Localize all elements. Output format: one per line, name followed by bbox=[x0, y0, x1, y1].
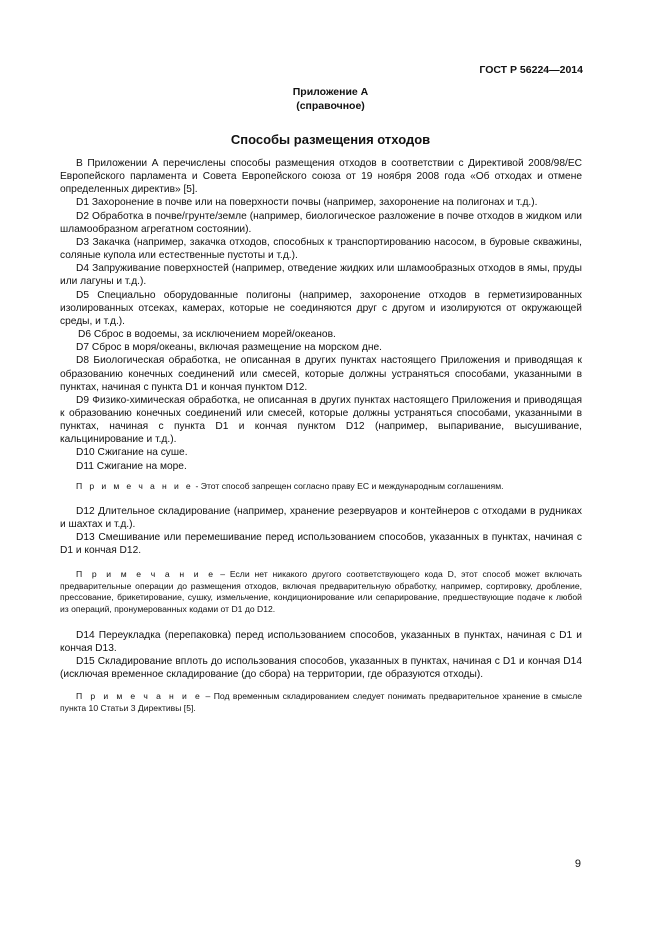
item-d11: D11 Сжигание на море. bbox=[76, 460, 187, 472]
item-d12: D12 Длительное складирование (например, хранение резервуаров и контейнеров с отходами в рудниках и шахтах и т.д.). bbox=[60, 506, 582, 531]
item-d7: D7 Сброс в моря/океаны, включая размещение на морском дне. bbox=[76, 342, 382, 354]
item-d3: D3 Закачка (например, закачка отходов, способных к транспортированию насосом, в буровые скважины, соляные купола или естественные пустоты и т.д.). bbox=[60, 236, 582, 262]
page-number: 9 bbox=[574, 858, 581, 870]
note-text: - Этот способ запрещен согласно праву ЕС и международным соглашениям. bbox=[193, 481, 504, 491]
item-d8: D8 Биологическая обработка, не описанная в других пунктах настоящего Приложения и приводящая к образованию конечных соединений или смесей, которые должны устраняться способами, указанными в пунктах, начиная с пункта D1 и кончая пунктом D12. bbox=[60, 355, 582, 393]
item-d13: D13 Смешивание или перемешивание перед использованием способов, указанных в пунктах, начиная с D1 и кончая D12. bbox=[60, 532, 582, 557]
item-d6: D6 Сброс в водоемы, за исключением морей/океанов. bbox=[78, 329, 336, 341]
note-label: П р и м е ч а н и е bbox=[76, 691, 203, 701]
item-d5: D5 Специально оборудованные полигоны (например, захоронение отходов в герметизированных изолированных отсеках, камерах, которые не соединяются друг с другом и изолируются от окружающей среды, и т.д.). bbox=[60, 289, 582, 327]
item-d9: D9 Физико-химическая обработка, не описанная в других пунктах настоящего Приложения и приводящая к образованию конечных соединений или смесей, которые должны устраняться способами, указанными в пунктах, начиная с пункта D1 и кончая пунктом D12 (например, выпаривание, высушивание, кальцинирование и т.д.). bbox=[60, 394, 582, 446]
note-3 bbox=[60, 691, 582, 714]
note-label: П р и м е ч а н и е bbox=[76, 569, 216, 579]
item-d1: D1 Захоронение в почве или на поверхности почвы (например, захоронение на полигонах и т.д.). bbox=[76, 197, 538, 209]
item-d10: D10 Сжигание на суше. bbox=[76, 447, 188, 459]
body-section-2 bbox=[60, 505, 582, 558]
intro-paragraph: В Приложении А перечислены способы размещения отходов в соответствии с Директивой 2008/98/ЕС Европейского парламента и Совета Европейского союза от 19 ноября 2008 года «Об отходах и отмене определенных директив» [5]. bbox=[60, 158, 582, 196]
item-d4: D4 Запруживание поверхностей (например, отведение жидких или шламообразных отходов в ямы, пруды или лагуны и т.д.). bbox=[60, 263, 582, 288]
note-1 bbox=[60, 481, 582, 493]
standard-number: ГОСТ Р 56224—2014 bbox=[479, 64, 583, 76]
page-title: Способы размещения отходов bbox=[230, 132, 431, 147]
note-label: П р и м е ч а н и е bbox=[76, 481, 194, 491]
note-2 bbox=[60, 569, 582, 615]
body-section-3 bbox=[60, 629, 582, 682]
note-text: – Под временным складированием следует понимать предварительное хранение в смысле пункта 10 Статьи 3 Директивы [5]. bbox=[60, 691, 582, 713]
appendix-heading bbox=[0, 85, 661, 113]
item-d15: D15 Складирование вплоть до использования способов, указанных в пунктах, начиная с D1 и кончая D14 (исключая временное складирование (до сбора) на территории, где образуются отходы). bbox=[60, 656, 582, 681]
note-text: – Если нет никакого другого соответствующего кода D, этот способ может включать предварительные операции до размещения отходов, включая предварительную обработку, например, сортировку, дробление, прессование, брикетирование, сушку, измельчение, кондиционирование или сепарирование, предшествующие подаче к любой из операций, пронумерованных кодами от D1 до D12. bbox=[60, 569, 582, 614]
item-d14: D14 Переукладка (перепаковка) перед использованием способов, указанных в пунктах, начиная с D1 и кончая D13. bbox=[60, 630, 582, 655]
item-d2: D2 Обработка в почве/грунте/земле (например, биологическое разложение в почве отходов в жидком или шламообразном агрегатном состоянии). bbox=[60, 210, 582, 235]
appendix-label: Приложение А bbox=[292, 86, 369, 98]
body-section-1 bbox=[60, 157, 582, 473]
appendix-type: (справочное) bbox=[296, 100, 365, 112]
